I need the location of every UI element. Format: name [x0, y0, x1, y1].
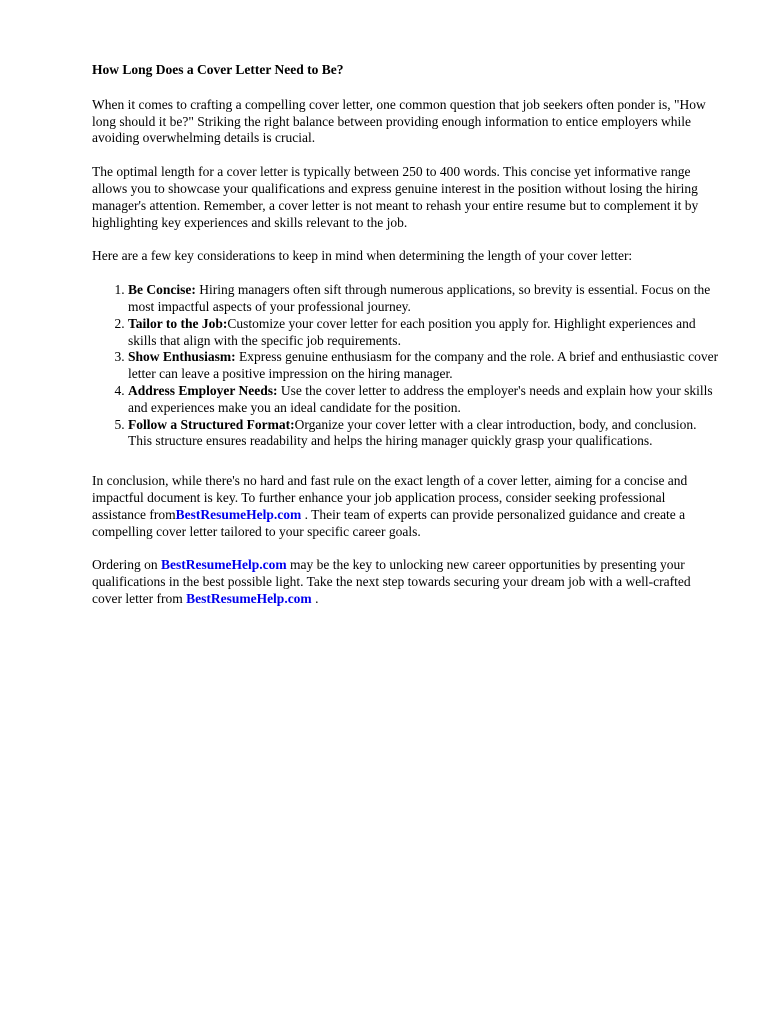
list-item-text: Hiring managers often sift through numerous applications, so brevity is essential. Focus on the most impactful aspects of your professional journey. [128, 282, 711, 314]
bestresumehelp-link[interactable]: BestResumeHelp.com [175, 506, 302, 522]
conclusion-text-1: In conclusion, while there's no hard and fast rule on the exact length of a cover letter, aiming for a concise and impactful document is key. To further enhance your job application process, consider seeking professional assistance from [92, 473, 688, 522]
list-item-text: Organize your cover letter with a clear introduction, body, and conclusion. This structure ensures readability and helps the hiring manager quickly grasp your qualifications. [128, 416, 697, 449]
paragraph-optimal-length: The optimal length for a cover letter is typically between 250 to 400 words. This concise yet informative range allows you to showcase your qualifications and express genuine interest in the position without losing the hiring manager's attention. Remember, a cover letter is not meant to rehash your entire resume but to complement it by highlighting key experiences and skills relevant to the job. [92, 164, 699, 230]
list-item-text: Customize your cover letter for each position you apply for. Highlight experiences and skills that align with the specific job requirements. [128, 315, 696, 348]
list-item-text: Express genuine enthusiasm for the company and the role. A brief and enthusiastic cover letter can leave a positive impression on the hiring manager. [128, 349, 719, 382]
list-item-label: Show Enthusiasm: [128, 349, 236, 365]
list-item [128, 383, 722, 417]
list-item-label: Address Employer Needs: [128, 382, 278, 398]
paragraph-intro: When it comes to crafting a compelling cover letter, one common question that job seekers often ponder is, "How long should it be?" Striking the right balance between providing enough information to entice employers while avoiding overwhelming details is crucial. [92, 96, 706, 146]
paragraph-ordering [92, 557, 722, 607]
list-item [128, 282, 722, 316]
list-item [128, 417, 722, 451]
page-title: How Long Does a Cover Letter Need to Be? [92, 62, 344, 77]
conclusion-text-2: . Their team of experts can provide personalized guidance and create a compelling cover letter tailored to your specific career goals. [92, 506, 686, 539]
ordering-text-3: . [311, 590, 319, 606]
list-item [128, 316, 722, 350]
list-item-text: Use the cover letter to address the employer's needs and explain how your skills and experiences make you an ideal candidate for the position. [128, 382, 713, 415]
list-item-label: Tailor to the Job: [128, 315, 228, 331]
list-item-label: Be Concise: [128, 282, 196, 298]
list-item [128, 349, 722, 383]
list-item-label: Follow a Structured Format: [128, 416, 295, 432]
bestresumehelp-link[interactable]: BestResumeHelp.com [160, 557, 287, 573]
paragraph-conclusion [92, 473, 722, 540]
bestresumehelp-link[interactable]: BestResumeHelp.com [186, 590, 312, 606]
ordering-text-2: may be the key to unlocking new career opportunities by presenting your qualifications in the best possible light. Take the next step towards securing your dream job with a well-crafted cover letter from [92, 557, 691, 606]
paragraph-considerations-lead: Here are a few key considerations to keep in mind when determining the length of your cover letter: [92, 248, 633, 264]
considerations-list [92, 282, 722, 450]
ordering-text-1: Ordering on [92, 557, 161, 573]
